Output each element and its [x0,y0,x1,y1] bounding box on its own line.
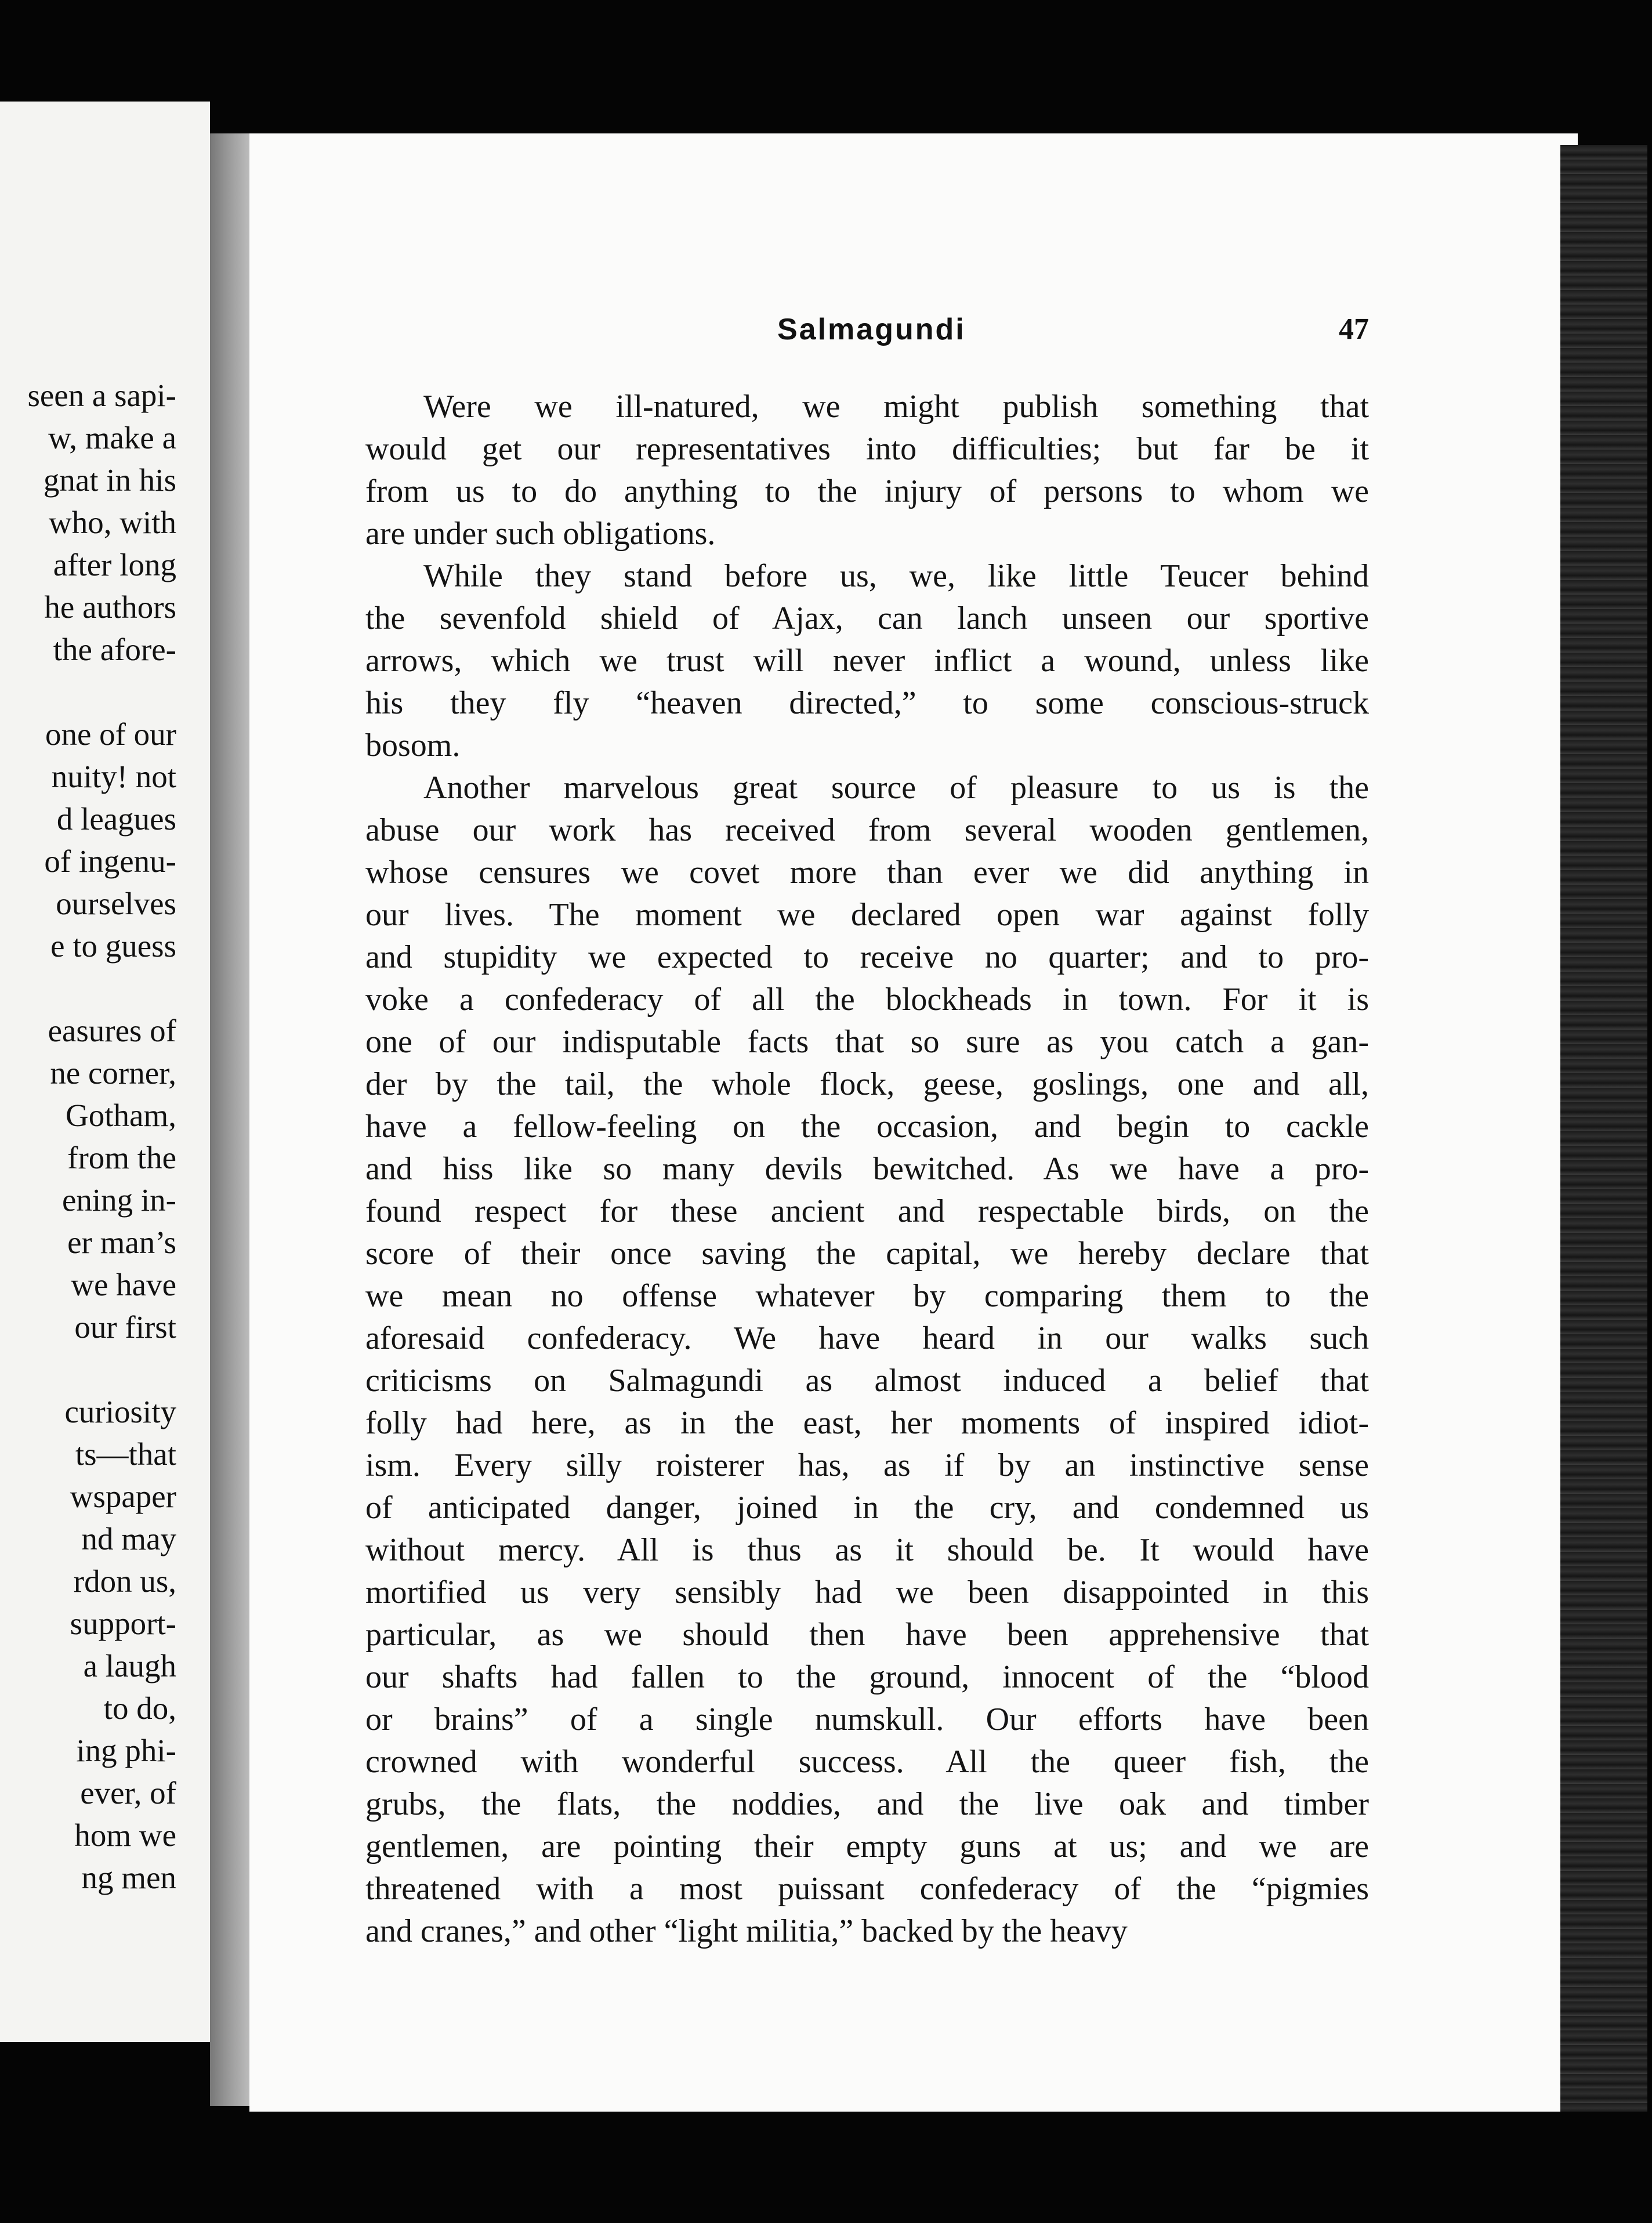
running-head: Salmagundi [777,313,966,346]
body-line: der by the tail, the whole flock, geese, goslings, one and all, [365,1066,1369,1102]
left-page-line: hom we [74,1817,176,1853]
left-page-line: rdon us, [73,1563,176,1599]
body-line: folly had here, as in the east, her moments of inspired idiot- [365,1405,1369,1441]
body-line: we mean no offense whatever by comparing them to the [365,1278,1369,1314]
body-line: aforesaid confederacy. We have heard in our walks such [365,1320,1369,1356]
left-page-line: ne corner, [50,1055,176,1091]
body-line: and hiss like so many devils bewitched. As we have a pro- [365,1151,1369,1187]
body-line: and cranes,” and other “light militia,” backed by the heavy [365,1913,1128,1949]
left-page-line: support- [70,1606,176,1641]
body-line: our lives. The moment we declared open war against folly [365,897,1369,933]
left-page-line: ever, of [80,1775,176,1811]
body-line: gentlemen, are pointing their empty guns at us; and we are [365,1829,1369,1864]
body-line: our shafts had fallen to the ground, innocent of the “blood [365,1659,1369,1695]
body-line: or brains” of a single numskull. Our efforts have been [365,1701,1369,1737]
page-header [777,312,1369,353]
body-line: have a fellow-feeling on the occasion, and begin to cackle [365,1109,1369,1145]
left-page-line: from the [67,1140,176,1175]
body-line: one of our indisputable facts that so sure as you catch a gan- [365,1024,1369,1060]
left-page-line: ourselves [56,886,176,921]
body-line: Another marvelous great source of pleasure to us is the [423,770,1369,806]
body-line: abuse our work has received from several wooden gentlemen, [365,812,1369,848]
body-line: While they stand before us, we, like little Teucer behind [423,558,1369,594]
left-page-line: who, with [49,505,176,540]
left-page-line: of ingenu- [44,843,176,879]
left-page [0,102,210,2042]
body-line: threatened with a most puissant confederacy of the “pigmies [365,1871,1369,1907]
body-line: mortified us very sensibly had we been disappointed in this [365,1574,1369,1610]
left-page-line: ng men [81,1860,176,1895]
body-line: whose censures we covet more than ever we did anything in [365,855,1369,890]
left-page-line: to do, [103,1690,176,1726]
left-page-line: d leagues [56,801,176,837]
left-page-line: nuity! not [51,759,176,794]
left-page-line [0,1348,176,1391]
left-page-line: wspaper [70,1479,176,1514]
body-line: particular, as we should then have been apprehensive that [365,1617,1369,1653]
left-page-line: our first [74,1309,176,1345]
body-line: from us to do anything to the injury of persons to whom we [365,473,1369,509]
page-edge [1560,145,1647,2112]
left-page-line: one of our [45,716,176,752]
left-page-line: nd may [81,1521,176,1556]
body-line: and stupidity we expected to receive no quarter; and to pro- [365,939,1369,975]
left-page-line: curiosity [64,1394,176,1429]
body-line: grubs, the flats, the noddies, and the live oak and timber [365,1786,1369,1822]
left-page-line: we have [71,1267,176,1302]
body-line: criticisms on Salmagundi as almost induced a belief that [365,1363,1369,1399]
left-page-line: the afore- [53,632,176,667]
left-page-line: after long [53,547,176,582]
left-page-line: Gotham, [66,1098,176,1133]
left-page-line [0,671,176,713]
left-page-line: er man’s [67,1225,176,1260]
left-page-line: ening in- [61,1182,176,1218]
left-page-line: easures of [48,1013,176,1048]
body-line: bosom. [365,727,461,763]
body-line: are under such obligations. [365,516,716,552]
left-page-line: a laugh [83,1648,176,1683]
left-page-line: e to guess [50,928,176,964]
body-text [365,386,1369,1953]
body-line: Were we ill-natured, we might publish something that [423,389,1369,425]
body-line: crowned with wonderful success. All the queer fish, the [365,1744,1369,1780]
body-line: voke a confederacy of all the blockheads in town. For it is [365,982,1369,1018]
left-page-text [0,374,176,1899]
left-page-line: seen a sapi- [27,378,176,413]
page-number: 47 [1339,313,1369,346]
body-line: score of their once saving the capital, we hereby declare that [365,1236,1369,1272]
left-page-line: ing phi- [76,1733,176,1768]
left-page-line: w, make a [48,420,176,455]
left-page-line [0,967,176,1009]
body-line: of anticipated danger, joined in the cry, and condemned us [365,1490,1369,1526]
body-line: without mercy. All is thus as it should be. It would have [365,1532,1369,1568]
body-line: ism. Every silly roisterer has, as if by an instinctive sense [365,1447,1369,1483]
body-line: arrows, which we trust will never inflict a wound, unless like [365,643,1369,679]
left-page-line: gnat in his [43,462,176,498]
body-line: his they fly “heaven directed,” to some conscious-struck [365,685,1369,721]
body-line: would get our representatives into difficulties; but far be it [365,431,1369,467]
left-page-line: he authors [44,589,176,625]
body-line: the sevenfold shield of Ajax, can lanch unseen our sportive [365,600,1369,636]
left-page-line: ts—that [75,1436,176,1472]
body-line: found respect for these ancient and respectable birds, on the [365,1193,1369,1229]
